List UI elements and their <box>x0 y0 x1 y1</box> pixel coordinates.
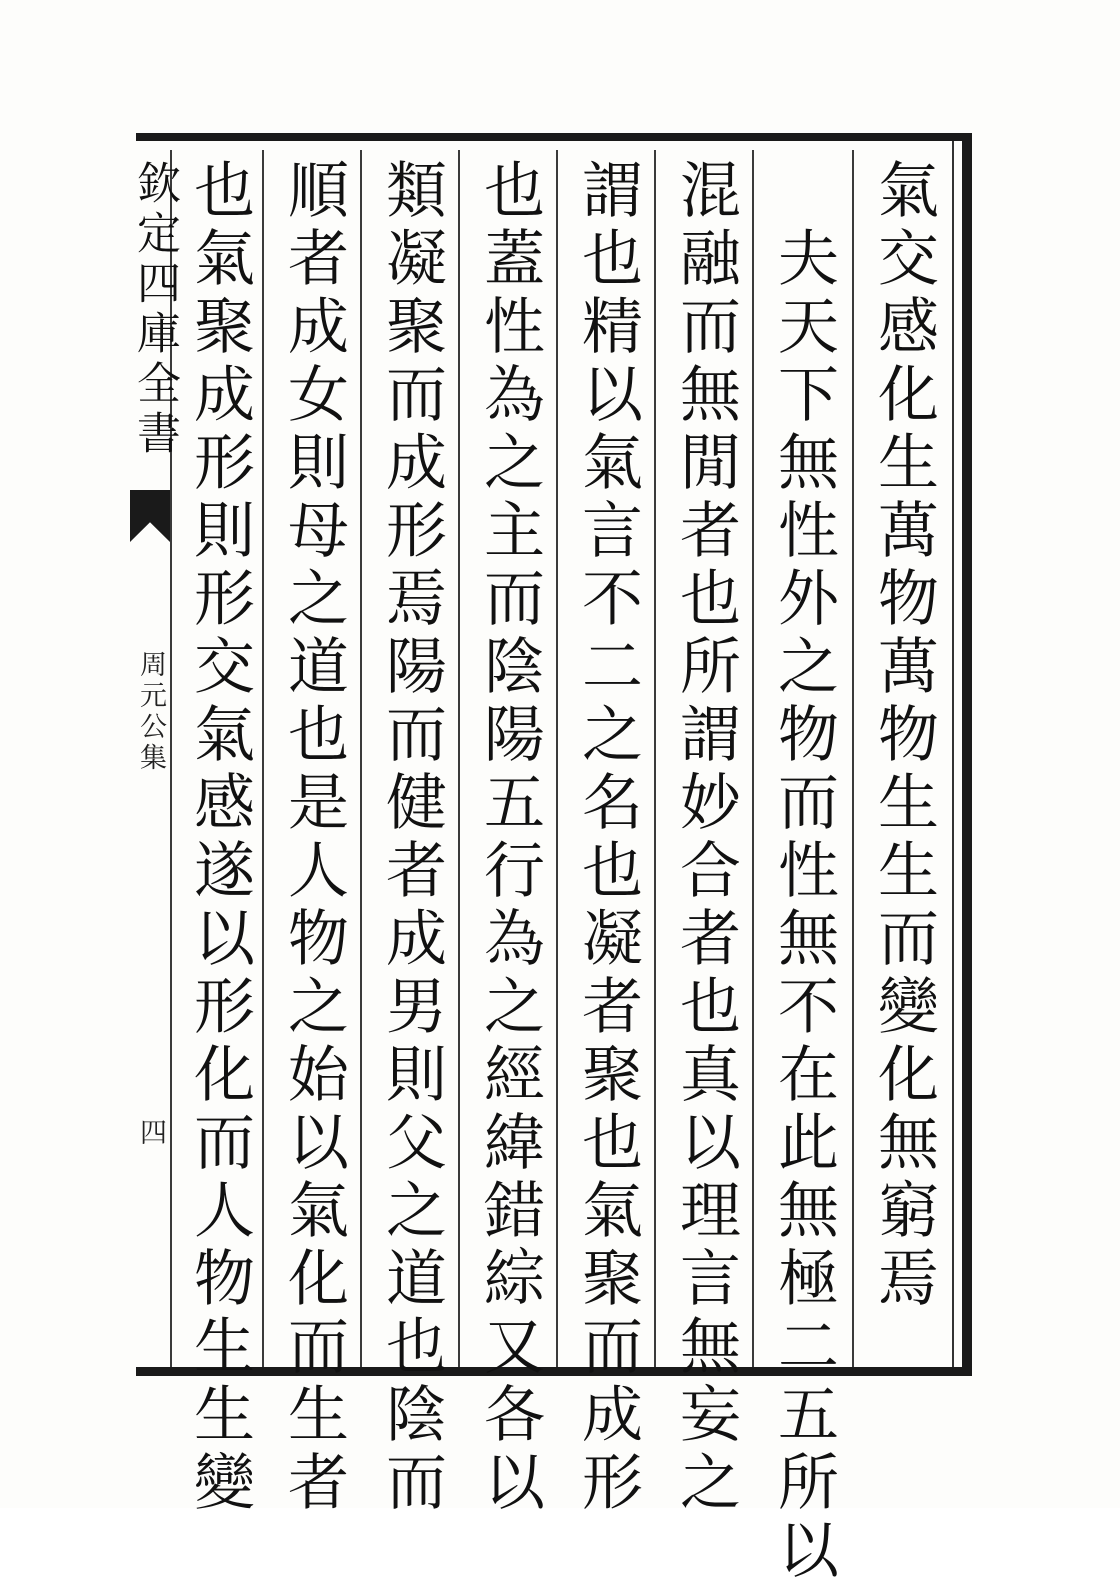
frame-right-inner-line <box>952 141 954 1367</box>
column-rule <box>852 150 854 1367</box>
text-column-7: 順者成女則母之道也是人物之始以氣化而生者 <box>278 158 349 1518</box>
text-column-5: 也蓋性為之主而陰陽五行為之經緯錯綜又各以 <box>474 158 545 1518</box>
column-rule <box>458 150 460 1367</box>
frame-top-border <box>136 133 972 141</box>
frame-right-border <box>962 133 972 1376</box>
text-column-1: 氣交感化生萬物萬物生生而變化無窮焉 <box>868 158 939 1314</box>
text-column-2: 夫天下無性外之物而性無不在此無極二五所以 <box>768 226 839 1586</box>
column-rule <box>752 150 754 1367</box>
column-rule <box>654 150 656 1367</box>
text-column-8: 也氣聚成形則形交氣感遂以形化而人物生生變 <box>184 158 255 1518</box>
column-rule <box>556 150 558 1367</box>
book-title: 周元公集 <box>135 650 166 774</box>
text-column-6: 類凝聚而成形焉陽而健者成男則父之道也陰而 <box>376 158 447 1518</box>
text-column-3: 混融而無閒者也所謂妙合者也真以理言無妄之 <box>670 158 741 1518</box>
collection-title: 欽定四庫全書 <box>129 160 180 460</box>
text-column-4: 謂也精以氣言不二之名也凝者聚也氣聚而成形 <box>572 158 643 1518</box>
column-rule <box>360 150 362 1367</box>
page-number: 四 <box>135 1118 166 1145</box>
fishtail-mark <box>130 490 170 542</box>
